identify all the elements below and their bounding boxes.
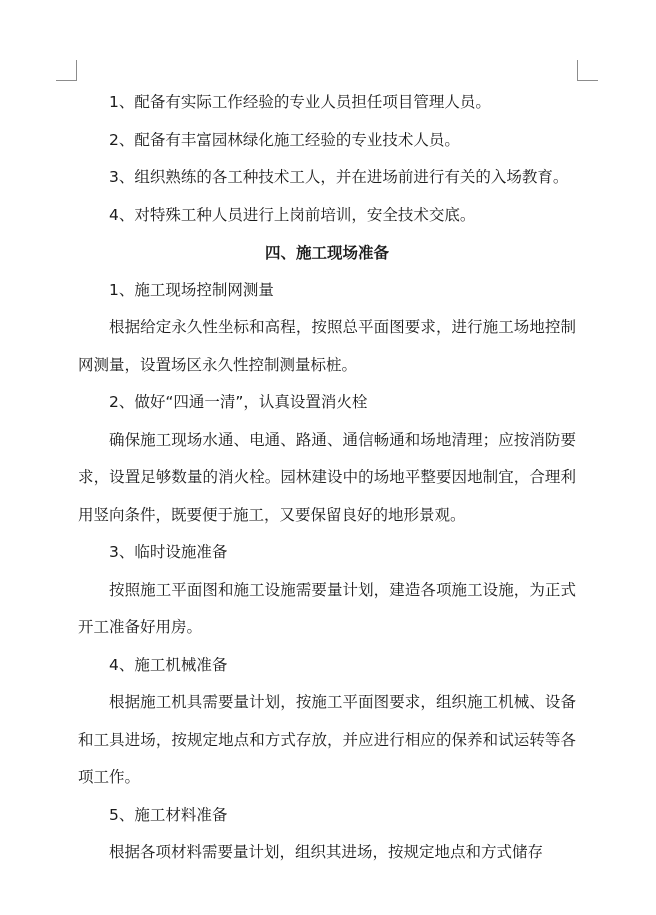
paragraph-survey: 根据给定永久性坐标和高程，按照总平面图要求，进行施工场地控制网测量，设置场区永久性控制测量标桩。 [78, 318, 576, 374]
page-corner-mark-top-left [56, 60, 77, 81]
paragraph-staff-4: 4、对特殊工种人员进行上岗前培训，安全技术交底。 [109, 205, 476, 224]
subheading-temp-facilities: 3、临时设施准备 [109, 543, 228, 561]
subheading-machinery: 4、施工机械准备 [109, 655, 228, 674]
paragraph-materials: 根据各项材料需要量计划，组织其进场，按规定地点和方式储存 [109, 843, 544, 861]
subheading-materials: 5、施工材料准备 [109, 805, 228, 824]
paragraph-machinery: 根据施工机具需要量计划，按施工平面图要求，组织施工机械、设备和工具进场，按规定地点和方式存放，并应进行相应的保养和试运转等各项工作。 [78, 693, 576, 786]
document-body [78, 84, 576, 872]
paragraph-staff-1: 1、配备有实际工作经验的专业人员担任项目管理人员。 [109, 93, 491, 111]
paragraph-staff-2: 2、配备有丰富园林绿化施工经验的专业技术人员。 [109, 130, 460, 149]
paragraph-utilities: 确保施工现场水通、电通、路通、通信畅通和场地清理；应按消防要求，设置足够数量的消火栓。园林建设中的场地平整要因地制宜，合理利用竖向条件，既要便于施工，又要保留良好的地形景观。 [78, 430, 576, 524]
section-heading: 四、施工现场准备 [264, 243, 389, 262]
page-corner-mark-top-right [577, 60, 598, 81]
subheading-survey: 1、施工现场控制网测量 [109, 280, 274, 299]
paragraph-temp-facilities: 按照施工平面图和施工设施需要量计划，建造各项施工设施，为正式开工准备好用房。 [78, 580, 576, 636]
subheading-utilities: 2、做好“四通一清”，认真设置消火栓 [109, 393, 368, 411]
paragraph-staff-3: 3、组织熟练的各工种技术工人，并在进场前进行有关的入场教育。 [109, 168, 569, 186]
